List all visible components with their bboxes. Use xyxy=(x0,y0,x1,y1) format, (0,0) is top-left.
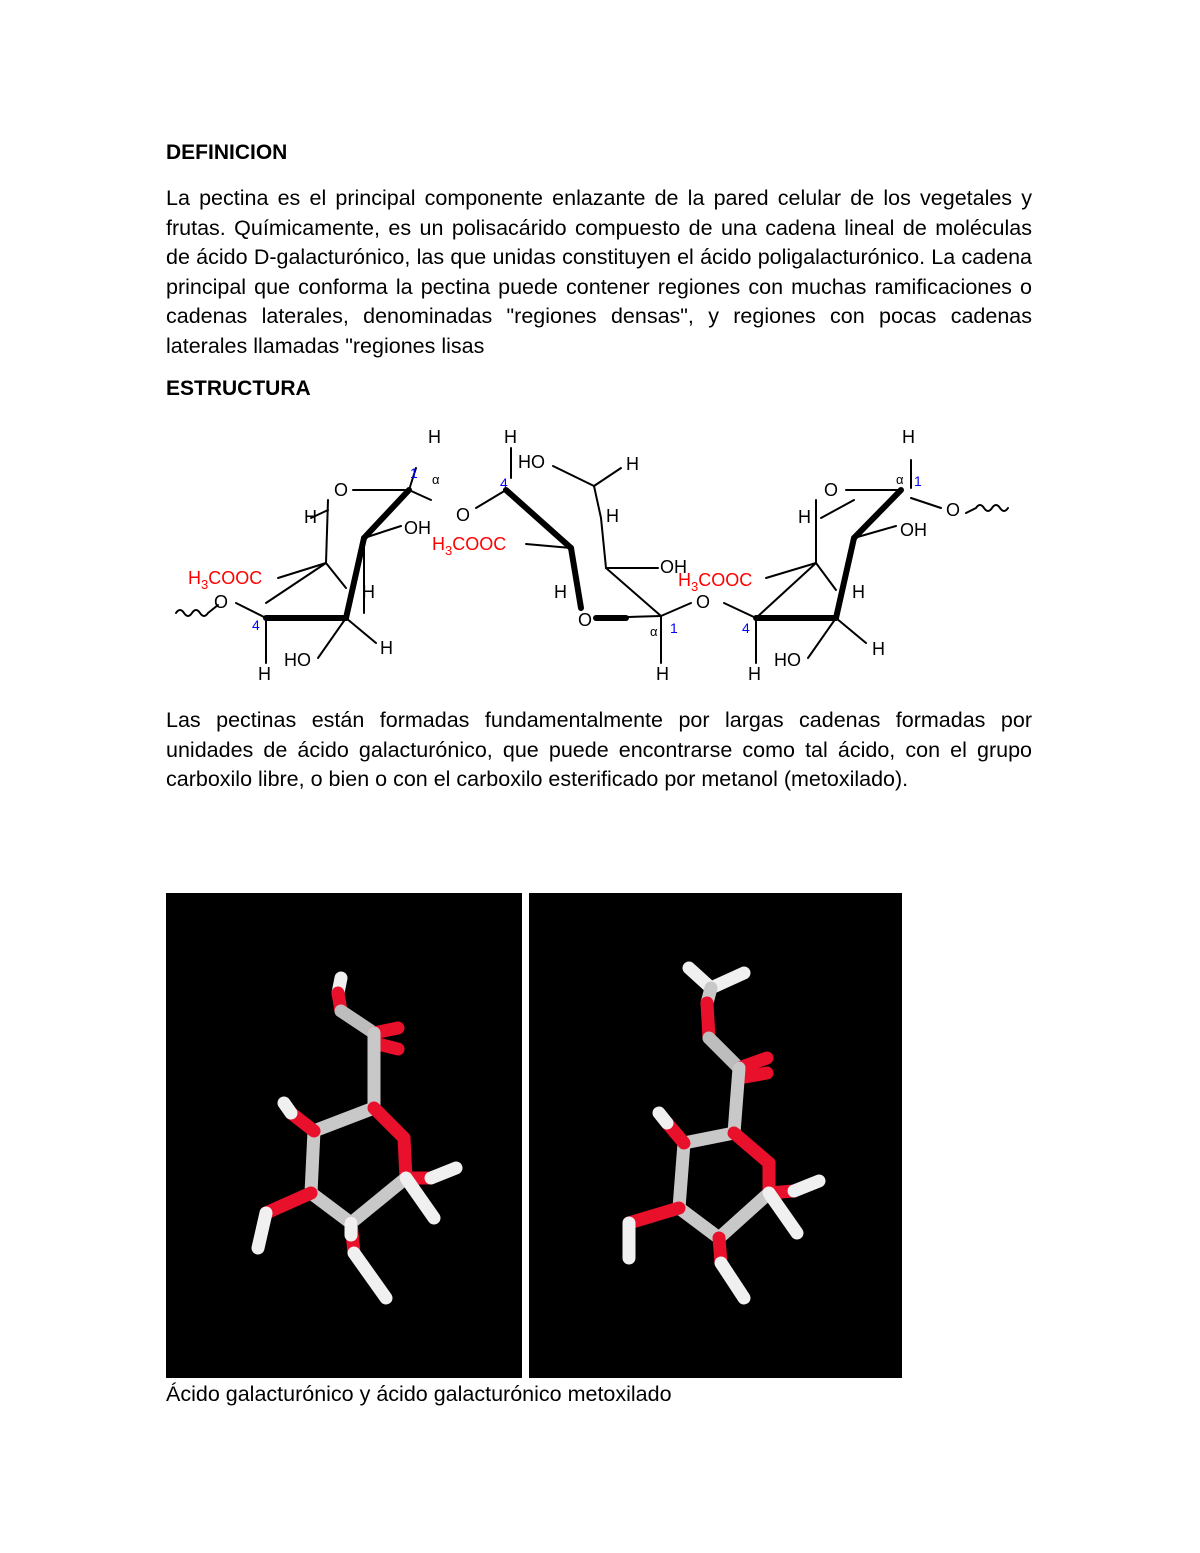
ring2-oxygen: O xyxy=(578,610,593,630)
ring2-locant-4: 4 xyxy=(500,475,508,491)
ring2-oh: OH xyxy=(660,557,687,577)
ring1-h-left: H xyxy=(304,507,317,527)
ring3-h-top: H xyxy=(902,427,915,447)
ring1-h-right: H xyxy=(380,638,393,658)
ring3-ho: HO xyxy=(774,650,801,670)
ring1-ho: HO xyxy=(284,650,311,670)
ring2-locant-1: 1 xyxy=(670,620,678,636)
ring1-h-top: H xyxy=(428,427,441,447)
glycosidic-oxygen-1: O xyxy=(456,505,471,525)
ring2-h-top: H xyxy=(504,427,517,447)
ring1-h-mid: H xyxy=(362,582,375,602)
ring2-ester: $H_3COOC$ xyxy=(432,534,507,558)
ring3-locant-1: 1 xyxy=(914,473,922,489)
definicion-paragraph: La pectina es el principal componente enlazante de la pared celular de los vegetales y frutas. Químicamente, es un polisacárido compuesto de una cadena lineal de moléculas de ácido D-galacturónico, las que unidas constituyen el ácido poligalacturónico. La cadena principal que conforma la pectina puede contener regiones con muchas ramificaciones o cadenas laterales, denominadas "regiones densas", y regiones con pocas cadenas laterales llamadas "regiones lisas xyxy=(166,186,1032,358)
ring3-locant-4: 4 xyxy=(742,620,750,636)
ring1-ester: $H_3COOC$ xyxy=(188,568,263,592)
pectin-structure-diagram xyxy=(166,418,1026,690)
ring3-h-left: H xyxy=(798,507,811,527)
galacturonic-acid-model xyxy=(166,893,522,1378)
ring3-alpha: α xyxy=(896,472,904,487)
ring1-locant-4: 4 xyxy=(252,617,260,633)
ring3-h-right: H xyxy=(872,639,885,659)
ring1-linking-oxygen: O xyxy=(214,592,229,612)
methoxylated-galacturonic-acid-model xyxy=(529,893,902,1378)
estructura-paragraph: Las pectinas están formadas fundamentalmente por largas cadenas formadas por unidades de ácido galacturónico, que puede encontrarse como tal ácido, con el grupo carboxilo libre, o bien o con el carboxilo esterificado por metanol (metoxilado). xyxy=(166,708,1032,792)
ring2-ho: HO xyxy=(518,452,545,472)
ring3-ester: $H_3COOC$ xyxy=(678,570,753,594)
ring1-oh: OH xyxy=(404,518,431,538)
figure-caption: Ácido galacturónico y ácido galacturónico metoxilado xyxy=(166,1382,672,1406)
glycosidic-oxygen-3: O xyxy=(946,500,961,520)
ring1-alpha: α xyxy=(432,472,440,487)
ring2-h-right: H xyxy=(626,454,639,474)
ring3-oh: OH xyxy=(900,520,927,540)
ring2-h-left: H xyxy=(554,582,567,602)
estructura-heading: ESTRUCTURA xyxy=(166,377,311,400)
ring3-h-bottom: H xyxy=(748,664,761,684)
ring2-h-bottom: H xyxy=(656,664,669,684)
ring3-oxygen: O xyxy=(824,480,839,500)
ring1-oxygen: O xyxy=(334,480,349,500)
ring2-alpha: α xyxy=(650,624,658,639)
glycosidic-oxygen-2: O xyxy=(696,592,711,612)
ring2-h-mid: H xyxy=(606,506,619,526)
ring1-h-bottom: H xyxy=(258,664,271,684)
ring1-locant-1: 1 xyxy=(410,465,418,481)
ring3-h-mid: H xyxy=(852,582,865,602)
definicion-heading: DEFINICION xyxy=(166,141,288,164)
